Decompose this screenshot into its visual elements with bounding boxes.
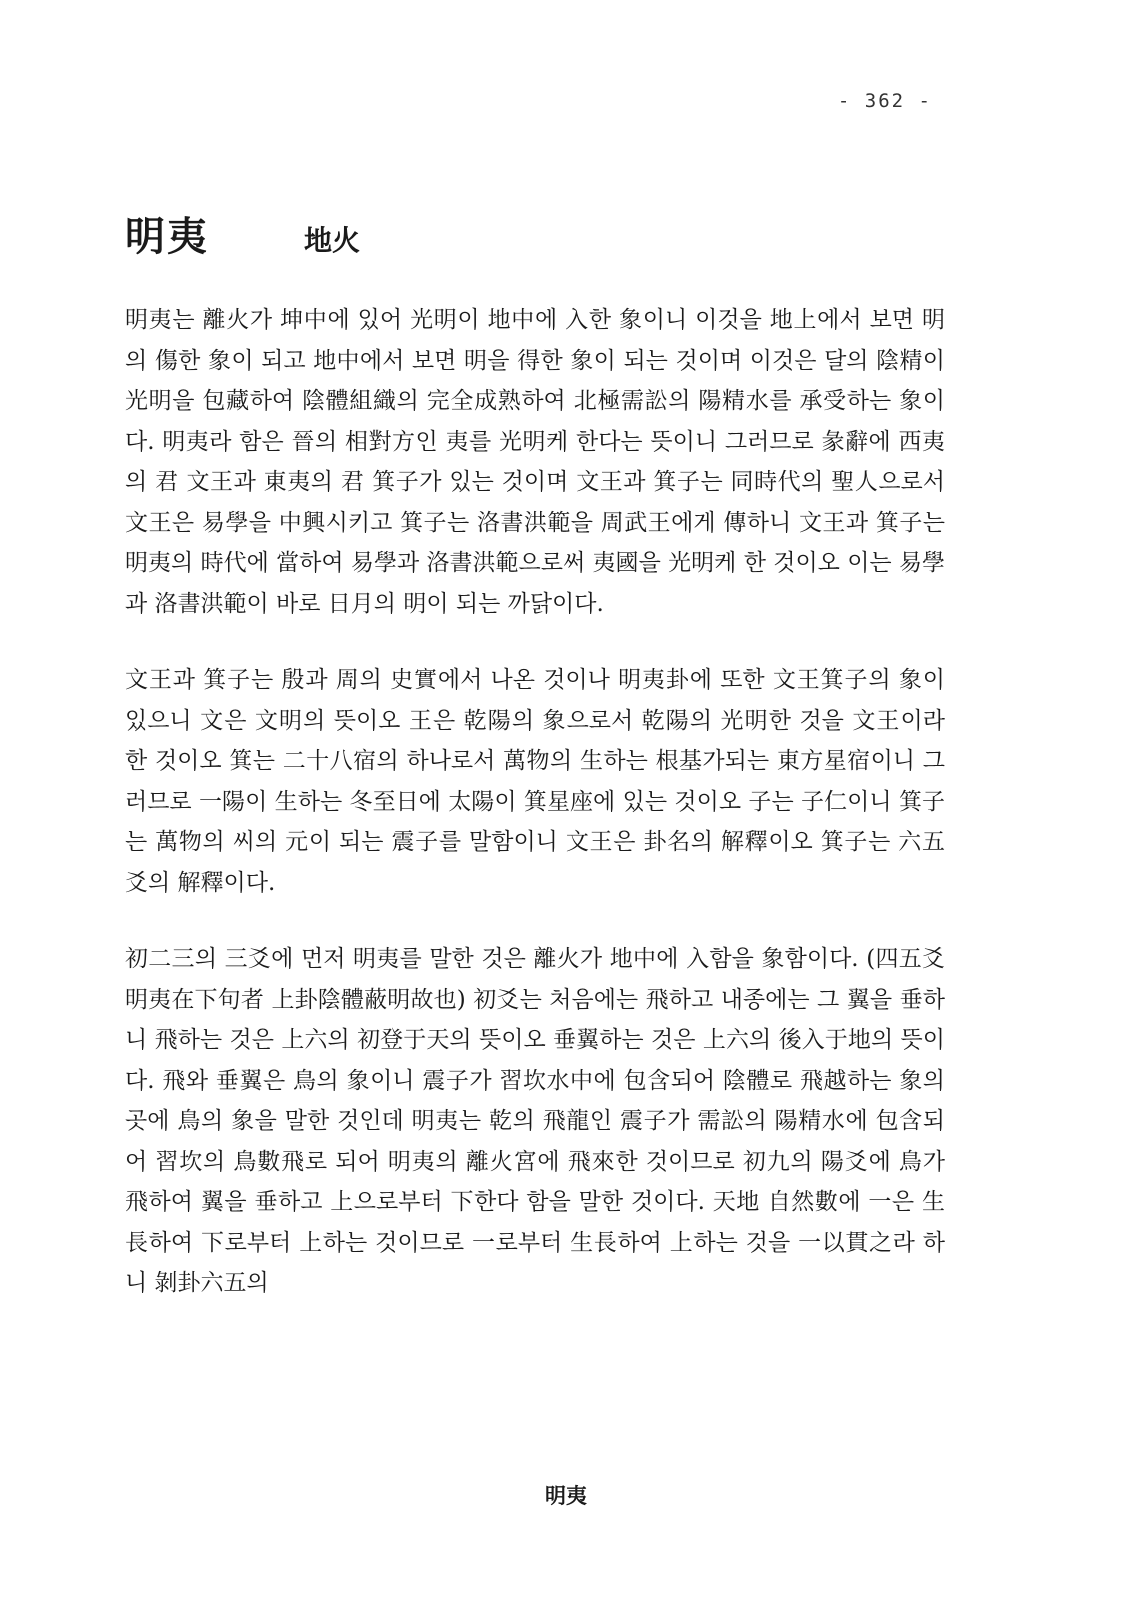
paragraph-1: 明夷는 離火가 坤中에 있어 光明이 地中에 入한 象이니 이것을 地上에서 보면 明의 傷한 象이 되고 地中에서 보면 明을 得한 象이 되는 것이며 이것은 달의 陰精이 光明을 包藏하여 陰體組織의 完全成熟하여 北極需訟의 陽精水를 承受하는 象이다. 明夷라 함은 晉의 相對方인 夷를 光明케 한다는 뜻이니 그러므로 彖辭에 西夷의 君 文王과 東夷의 君 箕子가 있는 것이며 文王과 箕子는 同時代의 聖人으로서 文王은 易學을 中興시키고 箕子는 洛書洪範을 周武王에게 傳하니 文王과 箕子는 明夷의 時代에 當하여 易學과 洛書洪範으로써 夷國을 光明케 한 것이오 이는 易學과 洛書洪範이 바로 日月의 明이 되는 까닭이다. (125, 307, 945, 617)
page-title (125, 205, 360, 262)
title-sub: 地火 (304, 224, 361, 257)
title-main: 明夷 (125, 213, 209, 260)
running-footer: 明夷 (545, 1483, 587, 1508)
paragraph-2: 文王과 箕子는 殷과 周의 史實에서 나온 것이나 明夷卦에 또한 文王箕子의 象이 있으니 文은 文明의 뜻이오 王은 乾陽의 象으로서 乾陽의 光明한 것을 文王이라 한 것이오 箕는 二十八宿의 하나로서 萬物의 生하는 根基가되는 東方星宿이니 그러므로 一陽이 生하는 冬至日에 太陽이 箕星座에 있는 것이오 子는 子仁이니 箕子는 萬物의 씨의 元이 되는 震子를 말함이니 文王은 卦名의 解釋이오 箕子는 六五爻의 解釋이다. (125, 667, 945, 896)
page-number: - 362 - (837, 90, 932, 112)
paragraph-3: 初二三의 三爻에 먼저 明夷를 말한 것은 離火가 地中에 入함을 象함이다. (四五爻 明夷在下句者 上卦陰體蔽明故也) 初爻는 처음에는 飛하고 내종에는 그 翼을 垂하니 飛하는 것은 上六의 初登于天의 뜻이오 垂翼하는 것은 上六의 後入于地의 뜻이다. 飛와 垂翼은 鳥의 象이니 震子가 習坎水中에 包含되어 陰體로 飛越하는 象의 곳에 鳥의 象을 말한 것인데 明夷는 乾의 飛龍인 震子가 需訟의 陽精水에 包含되어 習坎의 鳥數飛로 되어 明夷의 離火宮에 飛來한 것이므로 初九의 陽爻에 鳥가 飛하여 翼을 垂하고 上으로부터 下한다 함을 말한 것이다. 天地 自然數에 一은 生長하여 下로부터 上하는 것이므로 一로부터 生長하여 上하는 것을 一以貫之라 하니 剝卦六五의 (125, 946, 945, 1296)
body-text (125, 300, 945, 1340)
